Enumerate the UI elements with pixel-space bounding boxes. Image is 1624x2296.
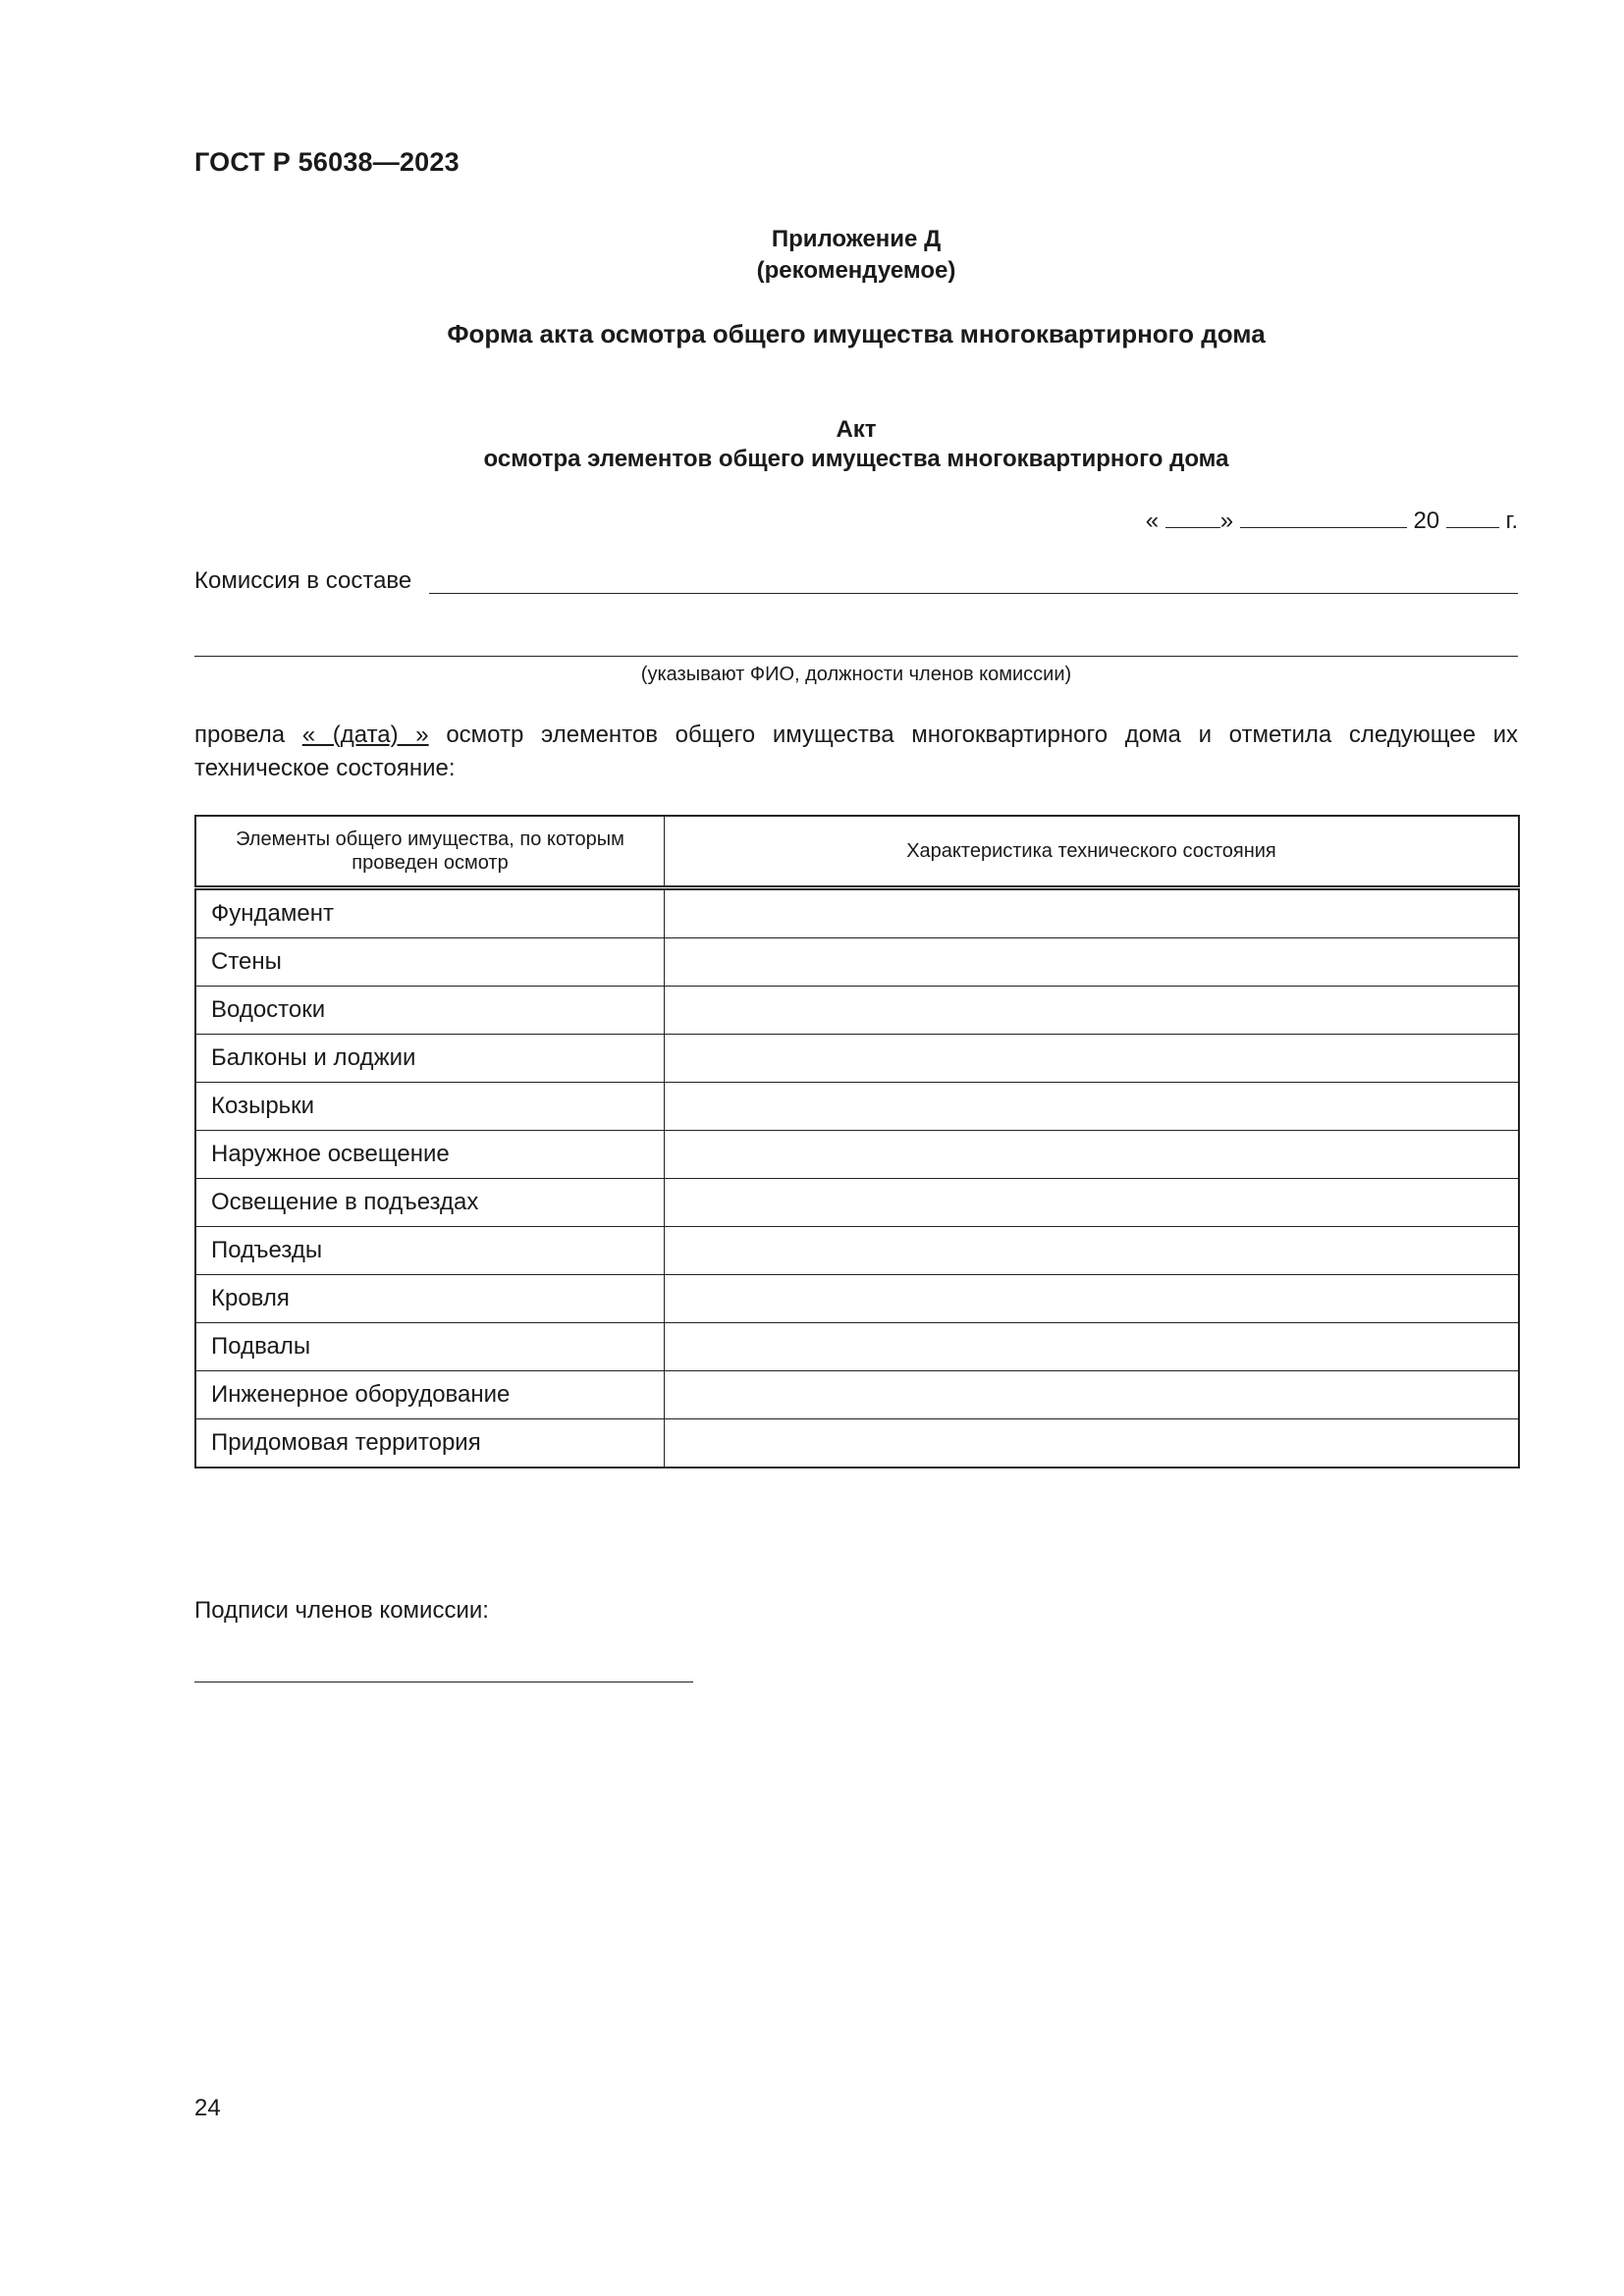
element-name: Водостоки xyxy=(195,987,665,1035)
element-name: Стены xyxy=(195,938,665,987)
element-name: Придомовая территория xyxy=(195,1419,665,1468)
table-row xyxy=(195,987,1519,1035)
table-row xyxy=(195,1227,1519,1275)
element-name: Фундамент xyxy=(195,888,665,938)
table-row xyxy=(195,1323,1519,1371)
commission-members-field[interactable] xyxy=(429,593,1518,594)
form-title: Форма акта осмотра общего имущества многоквартирного дома xyxy=(447,319,1266,348)
date-century: 20 xyxy=(1413,507,1440,534)
act-date-line xyxy=(1146,506,1518,535)
table-row xyxy=(195,1275,1519,1323)
condition-cell[interactable] xyxy=(665,1179,1520,1227)
commission-label: Комиссия в составе xyxy=(194,567,412,594)
condition-cell[interactable] xyxy=(665,1419,1520,1468)
condition-cell[interactable] xyxy=(665,1275,1520,1323)
inspection-table xyxy=(194,815,1520,1468)
table-row xyxy=(195,1083,1519,1131)
commission-hint: (указывают ФИО, должности членов комиссии) xyxy=(640,664,1072,685)
annex-title: Приложение Д xyxy=(771,226,942,252)
signatures-label: Подписи членов комиссии: xyxy=(194,1597,489,1624)
element-name: Балконы и лоджии xyxy=(195,1035,665,1083)
date-open-quote: « xyxy=(1145,507,1160,534)
element-name: Подъезды xyxy=(195,1227,665,1275)
date-close-quote: » xyxy=(1219,507,1234,534)
condition-cell[interactable] xyxy=(665,1131,1520,1179)
header-condition: Характеристика технического состояния xyxy=(665,816,1520,888)
table-row xyxy=(195,938,1519,987)
condition-cell[interactable] xyxy=(665,1371,1520,1419)
act-subtitle: осмотра элементов общего имущества многоквартирного дома xyxy=(483,446,1229,472)
condition-cell[interactable] xyxy=(665,1035,1520,1083)
date-year-blank[interactable] xyxy=(1446,506,1499,528)
inspection-paragraph xyxy=(194,719,1518,785)
act-title: Акт xyxy=(836,416,877,443)
condition-cell[interactable] xyxy=(665,888,1520,938)
inspection-date-placeholder: « (дата) » xyxy=(301,721,429,748)
table-row xyxy=(195,1035,1519,1083)
element-name: Подвалы xyxy=(195,1323,665,1371)
date-year-suffix: г. xyxy=(1505,507,1518,534)
table-row xyxy=(195,1419,1519,1468)
element-name: Козырьки xyxy=(195,1083,665,1131)
paragraph-suffix: осмотр элементов общего имущества многоквартирного дома и отметила следующее их техническое состояние: xyxy=(194,721,1518,781)
condition-cell[interactable] xyxy=(665,987,1520,1035)
commission-members-field-continued[interactable] xyxy=(194,656,1518,657)
paragraph-prefix: провела xyxy=(194,721,286,748)
table-row xyxy=(195,1131,1519,1179)
condition-cell[interactable] xyxy=(665,1323,1520,1371)
page-number: 24 xyxy=(194,2095,221,2121)
table-row xyxy=(195,888,1519,938)
element-name: Инженерное оборудование xyxy=(195,1371,665,1419)
condition-cell[interactable] xyxy=(665,1083,1520,1131)
element-name: Кровля xyxy=(195,1275,665,1323)
element-name: Освещение в подъездах xyxy=(195,1179,665,1227)
element-name: Наружное освещение xyxy=(195,1131,665,1179)
table-row xyxy=(195,1179,1519,1227)
document-id: ГОСТ Р 56038—2023 xyxy=(194,147,460,177)
date-day-blank[interactable] xyxy=(1165,506,1220,528)
table-row xyxy=(195,1371,1519,1419)
condition-cell[interactable] xyxy=(665,1227,1520,1275)
table-header-row xyxy=(195,816,1519,888)
annex-status: (рекомендуемое) xyxy=(756,257,956,284)
condition-cell[interactable] xyxy=(665,938,1520,987)
date-month-blank[interactable] xyxy=(1240,506,1407,528)
header-elements: Элементы общего имущества, по которым проведен осмотр xyxy=(195,816,665,888)
